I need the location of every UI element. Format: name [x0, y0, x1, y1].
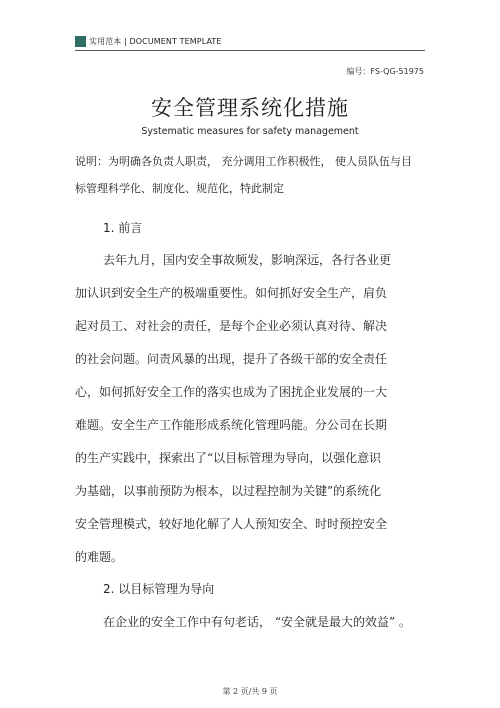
section-1-line: 起对员工、对社会的责任，是每个企业必须认真对待、解决	[75, 319, 388, 333]
page-title: 安全管理系统化措施	[151, 96, 349, 120]
doc-number: 编号：FS-QG-51975	[346, 67, 424, 76]
description-line-1: 说明：为明确各负责人职责， 充分调用工作积极性， 使人员队伍与目	[75, 155, 412, 168]
description-line-2: 标管理科学化、制度化、规范化，特此制定	[75, 182, 284, 195]
section-1-line: 安全管理模式，较好地化解了人人预知安全、时时预控安全	[75, 517, 388, 531]
section-1-line: 的生产实践中，探索出了“以目标管理为导向，以强化意识	[75, 451, 382, 465]
section-1-heading: 1. 前言	[103, 221, 143, 235]
section-2-line: 在企业的安全工作中有句老话， “安全就是最大的效益” 。	[103, 615, 411, 629]
header-brand	[75, 36, 222, 47]
section-1-line: 为基础，以事前预防为根本，以过程控制为关键”的系统化	[75, 484, 382, 498]
page-subtitle: Systematic measures for safety management	[141, 126, 359, 137]
section-1-line: 加认识到安全生产的极端重要性。如何抓好安全生产，肩负	[75, 286, 388, 300]
logo-square-icon	[75, 36, 86, 47]
header-brand-text: 实用范本 | DOCUMENT TEMPLATE	[89, 37, 222, 46]
section-2-heading: 2. 以目标管理为导向	[103, 582, 215, 596]
section-1-line: 难题。安全生产工作能形成系统化管理吗能。分公司在长期	[75, 418, 388, 432]
section-1-line: 去年九月，国内安全事故频发，影响深远，各行各业更	[103, 253, 392, 267]
page-number: 第 2 页/共 9 页	[222, 687, 278, 696]
section-1-line: 心，如何抓好安全工作的落实也成为了困扰企业发展的一大	[75, 385, 388, 399]
header-divider	[75, 50, 425, 51]
section-1-line: 的社会问题。问责风暴的出现，提升了各级干部的安全责任	[75, 352, 388, 366]
section-1-line: 的难题。	[75, 550, 124, 564]
